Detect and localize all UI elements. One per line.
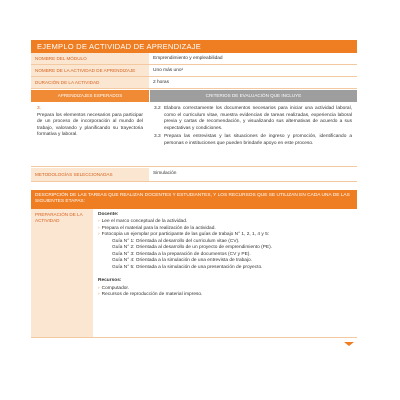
recursos-heading: Recursos:	[98, 278, 122, 284]
chevron-right-icon: ›	[98, 232, 100, 238]
preparacion-row	[31, 209, 357, 338]
chevron-right-icon: ›	[98, 225, 100, 231]
aprendizaje-cell	[31, 102, 149, 166]
docente-heading: Docente:	[98, 211, 119, 217]
guia-item: Guía N° 3: Orientada a la preparación de documentos (CV y PE).	[112, 251, 251, 257]
metodologias-label: METODOLOGÍAS SELECCIONADAS	[31, 168, 149, 181]
descripcion-heading: DESCRIPCIÓN DE LAS TAREAS QUE REALIZAN DOCENTES Y ESTUDIANTES, Y LOS RECURSOS QUE SE UTILIZAN EN CADA UNA DE LAS SIGUIENTES ETAPAS:	[31, 190, 357, 209]
criterio-number: 3.3	[154, 134, 161, 140]
caret-down-icon	[344, 342, 354, 346]
list-item: › Computador.	[98, 285, 130, 291]
guia-item: Guía N° 2: Orientada al desarrollo de un proyecto de emprendimiento (PE).	[112, 245, 273, 251]
info-row-duracion	[31, 77, 357, 89]
aprendizaje-row	[31, 102, 357, 167]
info-value: 2 horas	[153, 80, 169, 85]
preparacion-body	[93, 209, 357, 337]
chevron-right-icon: ›	[98, 285, 100, 291]
info-label: DURACIÓN DE LA ACTIVIDAD	[31, 77, 149, 88]
list-item: › Prepara el material para la realización de la actividad.	[98, 225, 216, 231]
criterio-item	[154, 134, 352, 147]
criterio-item	[154, 106, 352, 132]
criterio-text: Prepara las entrevistas y las situaciones de ingreso y promoción, identificando a personas e instituciones que pueden brindarle apoyo en este proceso.	[164, 134, 352, 146]
header-criterios: CRITERIOS DE EVALUACIÓN QUE INCLUYE	[150, 90, 357, 102]
criterio-text: Elabora correctamente los documentos necesarios para iniciar una actividad laboral, como el curriculum vitae, muestra evidencias de tareas realizadas, experiencia laboral previa y cartas de recomendación, y visualizando sus alternativas de acuerdo a sus expectativas y condiciones.	[164, 106, 352, 131]
list-item: › Recursos de reproducción de material impreso.	[98, 292, 203, 298]
info-label: NOMBRE DEL MÓDULO	[31, 53, 149, 64]
criterio-number: 3.2	[154, 106, 161, 111]
preparacion-label: PREPARACIÓN DE LA ACTIVIDAD	[31, 209, 93, 337]
header-aprendizajes: APRENDIZAJES ESPERADOS	[31, 90, 149, 102]
page-title: EJEMPLO DE ACTIVIDAD DE APRENDIZAJE	[31, 40, 357, 53]
metodologias-value: Simulación	[153, 171, 177, 176]
list-item: › Lee el marco conceptual de la actividad.	[98, 219, 188, 225]
guia-item: Guía N° 4: Orientada a la simulación de una entrevista de trabajo.	[112, 258, 253, 264]
info-row-actividad	[31, 65, 357, 77]
chevron-right-icon: ›	[98, 292, 100, 298]
info-label: NOMBRE DE LA ACTIVIDAD DE APRENDIZAJE	[31, 65, 149, 76]
guia-item: Guía N° 5: Orientada a la simulación de una presentación de proyecto.	[112, 264, 263, 270]
info-row-modulo	[31, 53, 357, 65]
list-item: › Fotocopia un ejemplar por participante de las guías de trabajo N° 1, 2, 1, 4 y 5:	[98, 232, 270, 238]
chevron-right-icon: ›	[98, 219, 100, 225]
aprendizaje-number: 3.	[37, 106, 42, 111]
info-value: Uno más uno¹	[153, 68, 184, 73]
table-header	[31, 90, 357, 102]
guia-item: Guía N° 1: Orientada al desarrollo del curriculum vitae (CV).	[112, 238, 240, 244]
aprendizaje-text: Prepara los elementos necesarios para participar de un proceso de incorporación al mundo del trabajo, valorando y planificando su trayectoria formativa y laboral.	[37, 112, 143, 138]
activity-sheet	[31, 40, 357, 338]
info-value: Emprendimiento y empleabilidad	[153, 56, 223, 61]
criterios-cell	[149, 102, 357, 166]
metodologias-row	[31, 168, 357, 182]
